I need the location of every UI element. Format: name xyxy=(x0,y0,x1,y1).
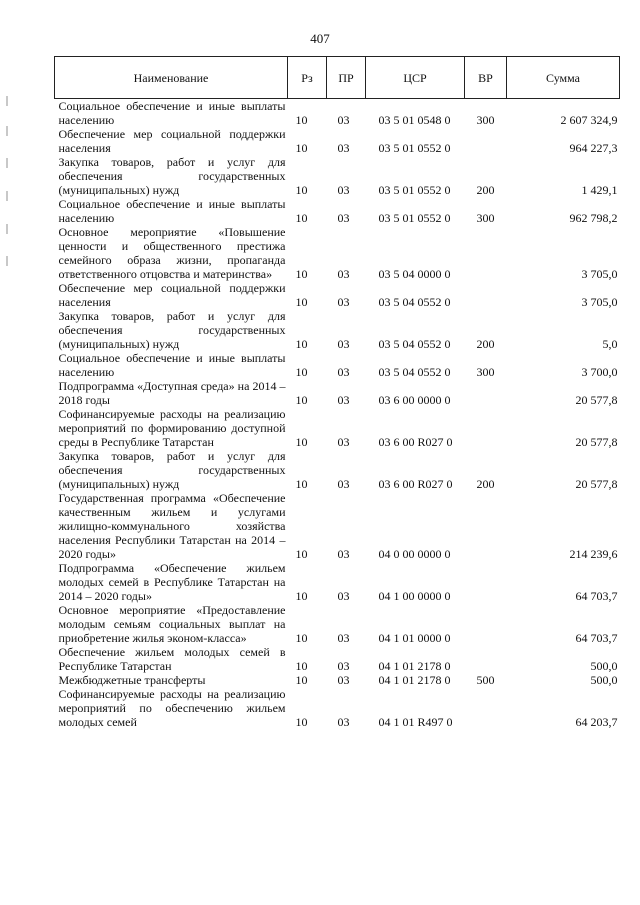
cell-name: Закупка товаров, работ и услуг для обеспечения государственных (муниципальных) нужд xyxy=(58,449,286,491)
cell-pr: 03 xyxy=(337,715,350,729)
table-row xyxy=(55,491,620,561)
table-row xyxy=(55,309,620,351)
cell-vr: 500 xyxy=(476,673,495,687)
table-row xyxy=(55,351,620,379)
cell-name: Софинансируемые расходы на реализацию мероприятий по формированию доступной среды в Республике Татарстан xyxy=(58,407,286,449)
cell-csr: 03 5 04 0552 0 xyxy=(378,295,451,309)
cell-sum: 1 429,1 xyxy=(581,183,618,197)
column-header-sum: Сумма xyxy=(507,57,620,99)
cell-rz: 10 xyxy=(295,631,308,645)
column-header-rz: Рз xyxy=(288,57,327,99)
cell-name: Социальное обеспечение и иные выплаты населению xyxy=(58,197,286,225)
cell-csr: 03 6 00 0000 0 xyxy=(378,393,451,407)
table-row xyxy=(55,225,620,281)
cell-pr: 03 xyxy=(337,393,350,407)
table-row xyxy=(55,99,620,128)
cell-sum: 20 577,8 xyxy=(575,393,618,407)
cell-rz: 10 xyxy=(295,295,308,309)
cell-name: Социальное обеспечение и иные выплаты населению xyxy=(58,351,286,379)
cell-name: Обеспечение жильем молодых семей в Республике Татарстан xyxy=(58,645,286,673)
cell-csr: 03 6 00 R027 0 xyxy=(378,477,453,491)
column-header-name: Наименование xyxy=(55,57,288,99)
cell-vr xyxy=(465,281,507,309)
cell-csr: 03 6 00 R027 0 xyxy=(378,435,453,449)
table-body xyxy=(55,99,620,730)
cell-csr: 03 5 04 0552 0 xyxy=(378,365,451,379)
cell-rz: 10 xyxy=(295,715,308,729)
cell-pr: 03 xyxy=(337,183,350,197)
cell-pr: 03 xyxy=(337,337,350,351)
table-row xyxy=(55,197,620,225)
cell-sum: 500,0 xyxy=(590,659,618,673)
cell-name: Закупка товаров, работ и услуг для обеспечения государственных (муниципальных) нужд xyxy=(58,309,286,351)
cell-vr xyxy=(465,687,507,729)
cell-csr: 03 5 01 0552 0 xyxy=(378,211,451,225)
cell-csr: 04 1 01 2178 0 xyxy=(378,673,451,687)
cell-csr: 04 1 00 0000 0 xyxy=(378,589,451,603)
cell-rz: 10 xyxy=(295,267,308,281)
column-header-csr: ЦСР xyxy=(366,57,465,99)
cell-pr: 03 xyxy=(337,295,350,309)
table-row xyxy=(55,407,620,449)
table-row xyxy=(55,645,620,673)
cell-csr: 03 5 01 0552 0 xyxy=(378,183,451,197)
cell-pr: 03 xyxy=(337,365,350,379)
table-row xyxy=(55,379,620,407)
cell-sum: 20 577,8 xyxy=(575,435,618,449)
cell-vr: 300 xyxy=(476,211,495,225)
budget-table xyxy=(54,56,620,729)
cell-rz: 10 xyxy=(295,589,308,603)
cell-sum: 64 703,7 xyxy=(575,631,618,645)
cell-rz: 10 xyxy=(295,659,308,673)
cell-vr xyxy=(465,379,507,407)
page-number: 407 xyxy=(310,31,330,46)
column-header-pr: ПР xyxy=(327,57,366,99)
cell-sum: 214 239,6 xyxy=(569,547,618,561)
cell-vr xyxy=(465,645,507,673)
table-row xyxy=(55,127,620,155)
table-row xyxy=(55,155,620,197)
cell-vr: 200 xyxy=(476,183,495,197)
cell-rz: 10 xyxy=(295,393,308,407)
cell-name: Социальное обеспечение и иные выплаты населению xyxy=(58,99,286,127)
cell-pr: 03 xyxy=(337,589,350,603)
cell-name: Софинансируемые расходы на реализацию мероприятий по обеспечению жильем молодых семей xyxy=(58,687,286,729)
cell-sum: 3 705,0 xyxy=(581,295,618,309)
table-row xyxy=(55,561,620,603)
cell-csr: 03 5 01 0548 0 xyxy=(378,113,451,127)
cell-vr xyxy=(465,127,507,155)
cell-pr: 03 xyxy=(337,631,350,645)
cell-vr xyxy=(465,561,507,603)
cell-vr xyxy=(465,407,507,449)
cell-sum: 64 203,7 xyxy=(575,715,618,729)
cell-vr: 200 xyxy=(476,477,495,491)
table-header xyxy=(55,57,620,99)
table-row xyxy=(55,449,620,491)
cell-rz: 10 xyxy=(295,337,308,351)
cell-rz: 10 xyxy=(295,141,308,155)
cell-name: Обеспечение мер социальной поддержки населения xyxy=(58,127,286,155)
cell-rz: 10 xyxy=(295,673,308,687)
cell-sum: 3 705,0 xyxy=(581,267,618,281)
cell-vr xyxy=(465,603,507,645)
cell-name: Межбюджетные трансферты xyxy=(58,673,206,687)
cell-pr: 03 xyxy=(337,141,350,155)
cell-sum: 3 700,0 xyxy=(581,365,618,379)
cell-sum: 2 607 324,9 xyxy=(560,113,618,127)
cell-name: Подпрограмма «Доступная среда» на 2014 – 2018 годы xyxy=(58,379,286,407)
cell-csr: 04 1 01 2178 0 xyxy=(378,659,451,673)
cell-vr: 300 xyxy=(476,365,495,379)
cell-csr: 03 5 04 0552 0 xyxy=(378,337,451,351)
cell-rz: 10 xyxy=(295,113,308,127)
cell-csr: 04 1 01 R497 0 xyxy=(378,715,453,729)
cell-sum: 962 798,2 xyxy=(569,211,618,225)
cell-pr: 03 xyxy=(337,673,350,687)
cell-vr xyxy=(465,491,507,561)
column-header-vr: ВР xyxy=(465,57,507,99)
cell-name: Основное мероприятие «Повышение ценности и общественного престижа семейного образа жизни, пропаганда ответственного отцовства и материнства» xyxy=(58,225,286,281)
binding-margin-marks xyxy=(6,96,10,276)
cell-name: Подпрограмма «Обеспечение жильем молодых семей в Республике Татарстан на 2014 – 2020 годы» xyxy=(58,561,286,603)
cell-rz: 10 xyxy=(295,183,308,197)
cell-pr: 03 xyxy=(337,435,350,449)
cell-csr: 04 0 00 0000 0 xyxy=(378,547,451,561)
cell-rz: 10 xyxy=(295,211,308,225)
cell-rz: 10 xyxy=(295,435,308,449)
cell-name: Обеспечение мер социальной поддержки населения xyxy=(58,281,286,309)
cell-rz: 10 xyxy=(295,365,308,379)
cell-sum: 20 577,8 xyxy=(575,477,618,491)
cell-csr: 04 1 01 0000 0 xyxy=(378,631,451,645)
table-row xyxy=(55,687,620,729)
cell-vr xyxy=(465,225,507,281)
cell-sum: 500,0 xyxy=(590,673,618,687)
table-row xyxy=(55,281,620,309)
cell-sum: 964 227,3 xyxy=(569,141,618,155)
cell-pr: 03 xyxy=(337,267,350,281)
cell-rz: 10 xyxy=(295,547,308,561)
cell-name: Основное мероприятие «Предоставление молодым семьям социальных выплат на приобретение жилья эконом-класса» xyxy=(58,603,286,645)
cell-vr: 300 xyxy=(476,113,495,127)
cell-pr: 03 xyxy=(337,113,350,127)
table-row xyxy=(55,673,620,687)
cell-name: Закупка товаров, работ и услуг для обеспечения государственных (муниципальных) нужд xyxy=(58,155,286,197)
cell-pr: 03 xyxy=(337,477,350,491)
cell-csr: 03 5 04 0000 0 xyxy=(378,267,451,281)
cell-csr: 03 5 01 0552 0 xyxy=(378,141,451,155)
cell-sum: 64 703,7 xyxy=(575,589,618,603)
table-row xyxy=(55,603,620,645)
cell-pr: 03 xyxy=(337,547,350,561)
cell-pr: 03 xyxy=(337,659,350,673)
cell-pr: 03 xyxy=(337,211,350,225)
cell-sum: 5,0 xyxy=(602,337,618,351)
cell-rz: 10 xyxy=(295,477,308,491)
cell-vr: 200 xyxy=(476,337,495,351)
cell-name: Государственная программа «Обеспечение качественным жильем и услугами жилищно-коммунального хозяйства населения Республики Татарстан на 2014 – 2020 годы» xyxy=(58,491,286,561)
